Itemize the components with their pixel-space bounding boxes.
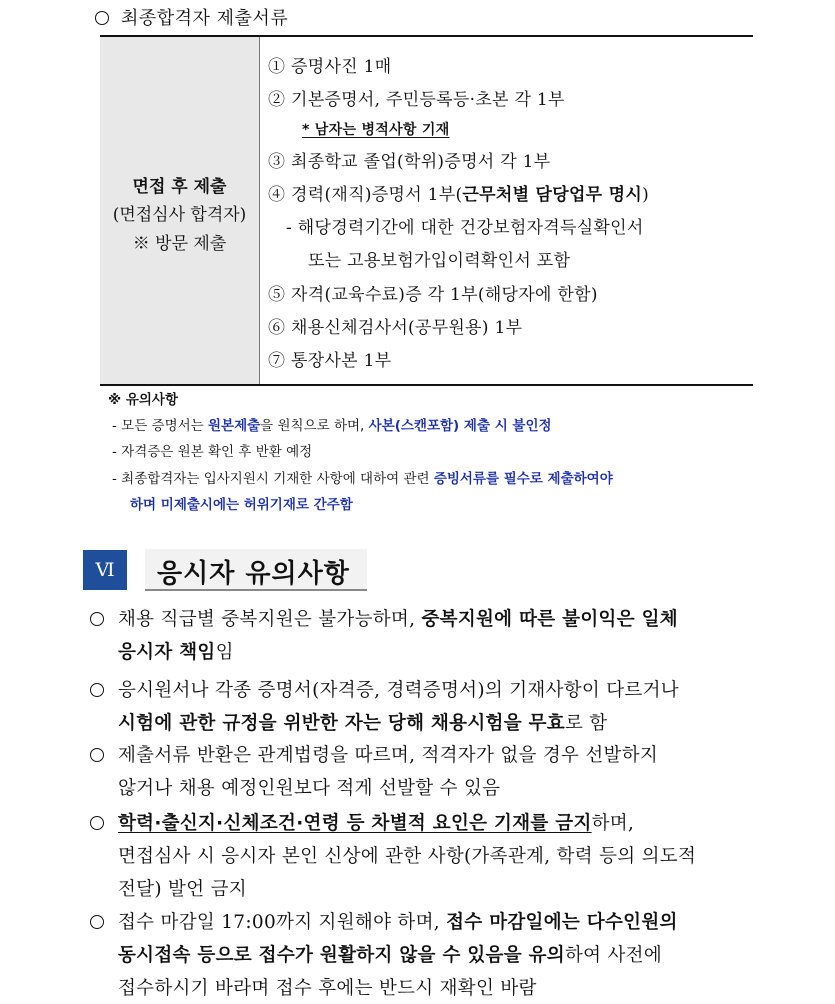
bullet-circle-icon bbox=[90, 915, 104, 929]
documents-table bbox=[100, 35, 753, 386]
bullet-circle-icon bbox=[90, 612, 104, 626]
note-line-2: - 자격증은 원본 확인 후 반환 예정 bbox=[112, 444, 313, 460]
table-left-cell bbox=[100, 37, 260, 384]
top-heading-text: 최종합격자 제출서류 bbox=[121, 8, 289, 29]
doc-item-4-detail-1: - 해당경력기간에 대한 건강보험자격득실확인서 bbox=[286, 218, 644, 238]
doc-item-2-note: * 남자는 병적사항 기재 bbox=[302, 122, 450, 138]
doc-item-7: ⑦ 통장사본 1부 bbox=[268, 351, 392, 371]
doc-item-4-detail-2: 또는 고용보험가입이력확인서 포함 bbox=[308, 251, 571, 271]
doc-item-3: ③ 최종학교 졸업(학위)증명서 각 1부 bbox=[268, 152, 551, 172]
section-title: 응시자 유의사항 bbox=[157, 559, 350, 589]
submission-method: ※ 방문 제출 bbox=[132, 234, 227, 254]
notes-title: ※ 유의사항 bbox=[108, 392, 178, 408]
bullet-circle-icon bbox=[90, 816, 104, 830]
bullet-circle-icon bbox=[90, 748, 104, 762]
doc-item-2: ② 기본증명서, 주민등록등·초본 각 1부 bbox=[268, 90, 565, 110]
submission-target: (면접심사 합격자) bbox=[112, 205, 247, 225]
section-header bbox=[145, 549, 367, 591]
note-line-3: - 최종합격자는 입사지원시 기재한 사항에 대하여 관련 증빙서류를 필수로 제출하여야 bbox=[112, 471, 613, 487]
doc-item-4: ④ 경력(재직)증명서 1부(근무처별 담당업무 명시) bbox=[268, 185, 650, 205]
submission-timing: 면접 후 제출 bbox=[132, 177, 227, 197]
table-right-cell bbox=[260, 37, 753, 384]
bullet-circle-icon bbox=[95, 11, 109, 25]
doc-item-5: ⑤ 자격(교육수료)증 각 1부(해당자에 한함) bbox=[268, 285, 598, 305]
note-line-4: 하며 미제출시에는 허위기재로 간주함 bbox=[130, 497, 353, 513]
doc-item-6: ⑥ 채용신체검사서(공무원용) 1부 bbox=[268, 318, 523, 338]
top-heading bbox=[95, 4, 288, 30]
section-number: Ⅵ bbox=[83, 550, 127, 590]
doc-item-1: ① 증명사진 1매 bbox=[268, 57, 392, 77]
note-line-1: - 모든 증명서는 원본제출을 원칙으로 하며, 사본(스캔포함) 제출 시 불인정 bbox=[112, 418, 552, 434]
bullet-circle-icon bbox=[90, 683, 104, 697]
